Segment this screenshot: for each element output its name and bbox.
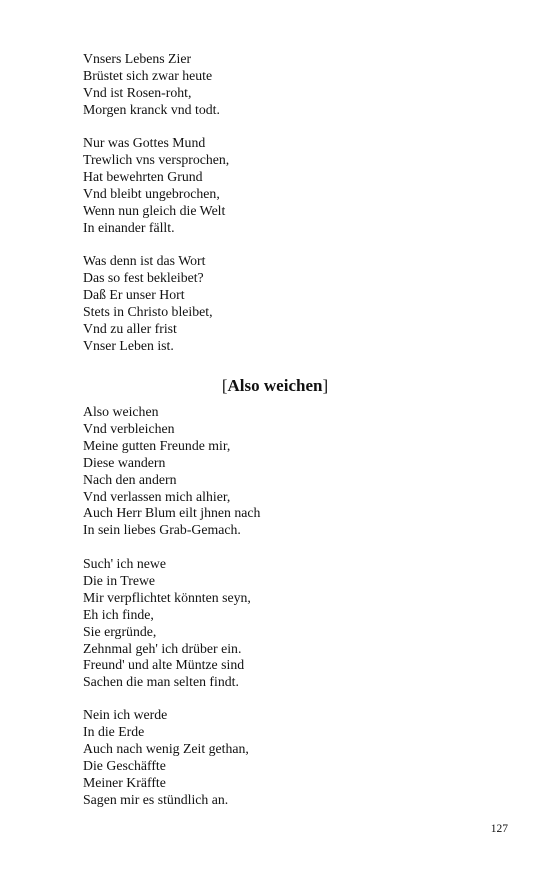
- verse-line: In die Erde: [83, 723, 145, 739]
- verse-line: Mir verpflichtet könnten seyn,: [83, 589, 251, 605]
- verse-line: Such' ich newe: [83, 556, 166, 571]
- verse-line: Sachen die man selten findt.: [83, 674, 239, 690]
- verse-line: Morgen kranck vnd todt.: [83, 101, 220, 117]
- heading-open-bracket: [: [221, 376, 228, 395]
- verse-line: Vnd ist Rosen-roht,: [83, 84, 192, 100]
- verse-line: Freund' und alte Müntze sind: [83, 657, 245, 673]
- verse-line: Nach den andern: [83, 471, 177, 487]
- verse-line: In sein liebes Grab-Gemach.: [83, 522, 241, 538]
- verse-line: Nur was Gottes Mund: [83, 135, 206, 150]
- verse-line: Daß Er unser Hort: [83, 286, 185, 302]
- verse-line: Sie ergründe,: [83, 623, 157, 639]
- stanza-2: [83, 135, 229, 236]
- verse-line: Diese wandern: [83, 454, 166, 470]
- heading-close-bracket: ]: [322, 376, 329, 395]
- verse-line: Trewlich vns versprochen,: [83, 151, 230, 167]
- verse-line: In einander fällt.: [83, 219, 175, 235]
- verse-line: Vnd verbleichen: [83, 420, 175, 436]
- verse-line: Meiner Kräffte: [83, 774, 166, 790]
- verse-line: Die Geschäffte: [83, 757, 166, 773]
- stanza-3: [83, 253, 213, 354]
- verse-line: Meine gutten Freunde mir,: [83, 437, 231, 453]
- verse-line: Was denn ist das Wort: [83, 253, 206, 268]
- verse-line: Das so fest bekleibet?: [83, 269, 204, 285]
- verse-line: Zehnmal geh' ich drüber ein.: [83, 640, 242, 656]
- stanza-6: [83, 707, 249, 808]
- verse-line: Vnd zu aller frist: [83, 320, 177, 336]
- verse-line: Auch nach wenig Zeit gethan,: [83, 740, 249, 756]
- verse-line: Brüstet sich zwar heute: [83, 67, 213, 83]
- verse-line: Vnser Leben ist.: [83, 337, 174, 353]
- verse-line: Eh ich finde,: [83, 606, 154, 622]
- stanza-1: [83, 51, 220, 119]
- stanza-4: [83, 404, 260, 539]
- verse-line: Nein ich werde: [83, 707, 168, 722]
- poem-title: [0, 375, 550, 397]
- verse-line: Stets in Christo bleibet,: [83, 303, 213, 319]
- verse-line: Vnsers Lebens Zier: [83, 51, 192, 66]
- verse-line: Vnd verlassen mich alhier,: [83, 488, 231, 504]
- verse-line: Die in Trewe: [83, 572, 156, 588]
- verse-line: Auch Herr Blum eilt jhnen nach: [83, 505, 261, 521]
- verse-line: Vnd bleibt ungebrochen,: [83, 185, 220, 201]
- verse-line: Sagen mir es stündlich an.: [83, 791, 229, 807]
- stanza-5: [83, 556, 251, 691]
- page-number: 127: [490, 823, 508, 835]
- heading-title: Also weichen: [227, 376, 323, 395]
- verse-line: Also weichen: [83, 404, 159, 419]
- verse-line: Wenn nun gleich die Welt: [83, 202, 226, 218]
- verse-line: Hat bewehrten Grund: [83, 168, 203, 184]
